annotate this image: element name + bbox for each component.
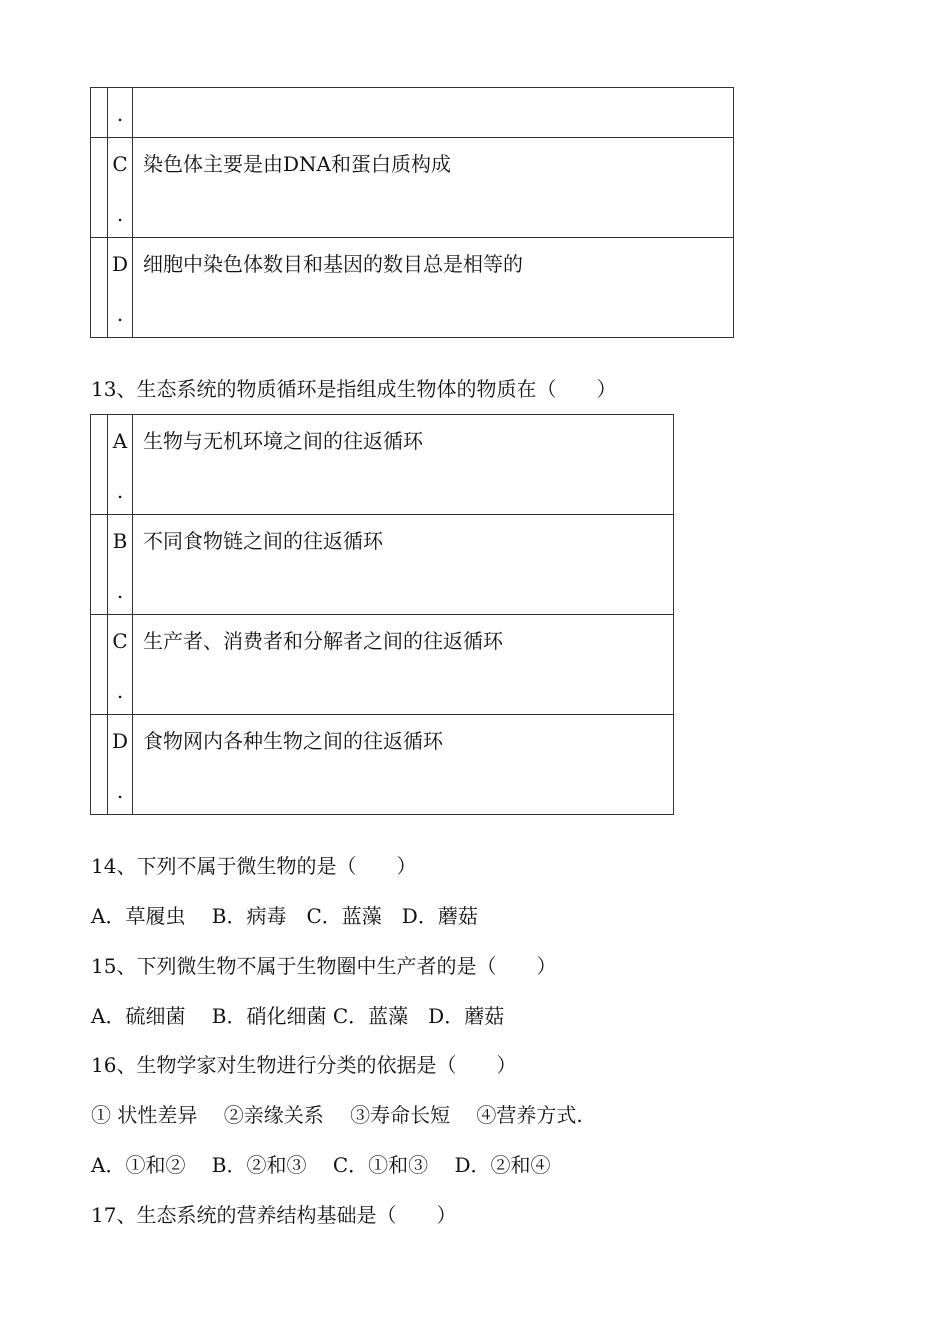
q13-option-row-a xyxy=(91,415,674,515)
q12-option-row-b-tail xyxy=(91,88,734,138)
q13-option-row-b xyxy=(91,515,674,615)
q13-option-row-c xyxy=(91,615,674,715)
q13-stem: 13、生态系统的物质循环是指组成生物体的物质在（ ） xyxy=(91,377,617,401)
q15-options: A．硫细菌 B．硝化细菌 C．蓝藻 D．蘑菇 xyxy=(91,1004,505,1028)
q16-stem: 16、生物学家对生物进行分类的依据是（ ） xyxy=(91,1053,517,1077)
option-letter: D xyxy=(111,252,129,276)
q14-stem: 14、下列不属于微生物的是（ ） xyxy=(91,854,417,878)
q13-options-table xyxy=(90,414,674,815)
q13-option-row-d xyxy=(91,715,674,815)
option-letter: C xyxy=(112,152,128,176)
q12-option-row-c xyxy=(91,138,734,238)
option-text: 不同食物链之间的往返循环 xyxy=(143,529,383,553)
option-dot: . xyxy=(116,102,124,126)
option-dot: . xyxy=(116,579,124,603)
option-text: 细胞中染色体数目和基因的数目总是相等的 xyxy=(143,252,523,276)
q14-options: A．草履虫 B．病毒 C．蓝藻 D．蘑菇 xyxy=(91,904,478,928)
option-dot: . xyxy=(116,679,124,703)
option-dot: . xyxy=(116,479,124,503)
option-text: 生产者、消费者和分解者之间的往返循环 xyxy=(143,629,503,653)
q12-option-row-d xyxy=(91,238,734,338)
option-dot: . xyxy=(116,779,124,803)
option-dot: . xyxy=(116,302,124,326)
option-text: 染色体主要是由DNA和蛋白质构成 xyxy=(143,152,451,176)
option-text: 生物与无机环境之间的往返循环 xyxy=(143,429,423,453)
option-letter: C xyxy=(112,629,128,653)
q16-options: A．①和② B．②和③ C．①和③ D．②和④ xyxy=(91,1153,551,1177)
option-letter: D xyxy=(111,729,129,753)
option-dot: . xyxy=(116,202,124,226)
q15-stem: 15、下列微生物不属于生物圈中生产者的是（ ） xyxy=(91,954,557,978)
option-text: 食物网内各种生物之间的往返循环 xyxy=(143,729,443,753)
option-letter: B xyxy=(112,529,128,553)
q17-stem: 17、生态系统的营养结构基础是（ ） xyxy=(91,1203,457,1227)
q12-options-table xyxy=(90,87,734,338)
option-letter: A xyxy=(112,429,128,453)
q16-items: ① 状性差异 ②亲缘关系 ③寿命长短 ④营养方式. xyxy=(91,1103,583,1127)
